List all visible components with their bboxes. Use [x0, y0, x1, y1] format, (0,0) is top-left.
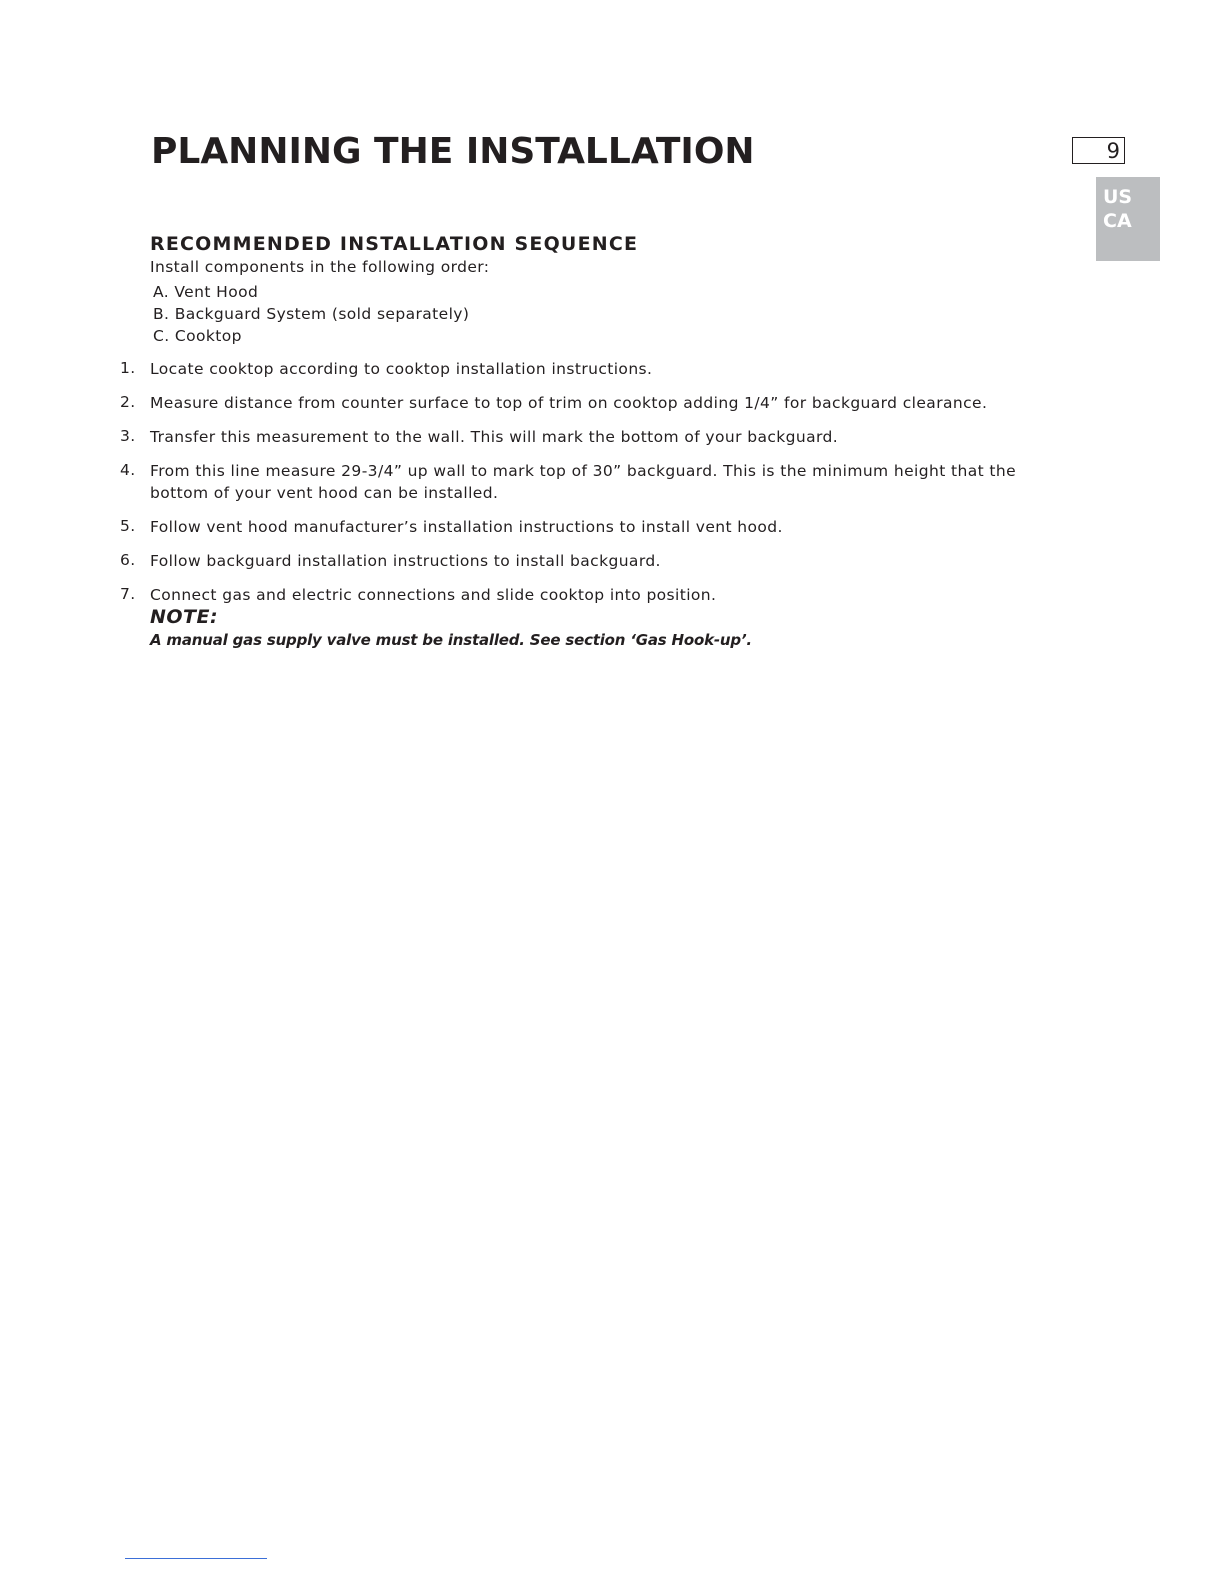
step-number: 5. [120, 517, 136, 535]
step-number: 3. [120, 427, 136, 445]
step-item [120, 516, 1020, 538]
step-item [120, 426, 1020, 448]
step-number: 6. [120, 551, 136, 569]
step-item [120, 584, 1020, 606]
order-item-vent-hood: A. Vent Hood [153, 283, 259, 301]
step-item [120, 392, 1020, 414]
order-item-cooktop: C. Cooktop [153, 327, 242, 345]
step-text: Follow backguard installation instructions to install backguard. [150, 552, 661, 570]
installation-steps [120, 358, 1020, 618]
step-number: 7. [120, 585, 136, 603]
step-text: From this line measure 29-3/4” up wall to mark top of 30” backguard. This is the minimum height that the bottom of your vent hood can be installed. [150, 462, 1017, 502]
page-title: PLANNING THE INSTALLATION [151, 131, 755, 172]
page-number-box [1072, 137, 1125, 164]
step-text: Measure distance from counter surface to top of trim on cooktop adding 1/4” for backguard clearance. [150, 394, 988, 412]
note-label: NOTE: [150, 606, 219, 628]
intro-text: Install components in the following order: [150, 258, 490, 276]
step-text: Locate cooktop according to cooktop installation instructions. [150, 360, 653, 378]
step-number: 4. [120, 461, 136, 479]
step-item [120, 550, 1020, 572]
section-heading: RECOMMENDED INSTALLATION SEQUENCE [150, 233, 639, 255]
step-text: Connect gas and electric connections and slide cooktop into position. [150, 586, 717, 604]
footer-divider [125, 1558, 267, 1559]
page-number: 9 [1106, 139, 1120, 163]
step-text: Transfer this measurement to the wall. This will mark the bottom of your backguard. [150, 428, 839, 446]
note-text: A manual gas supply valve must be installed. See section ‘Gas Hook-up’. [150, 631, 752, 649]
step-item [120, 460, 1020, 504]
step-text: Follow vent hood manufacturer’s installation instructions to install vent hood. [150, 518, 783, 536]
order-item-backguard: B. Backguard System (sold separately) [153, 305, 470, 323]
region-tab [1096, 177, 1160, 261]
region-code-us: US [1103, 186, 1133, 208]
step-item [120, 358, 1020, 380]
region-code-ca: CA [1103, 210, 1132, 232]
step-number: 2. [120, 393, 136, 411]
component-order-list [153, 282, 469, 348]
step-number: 1. [120, 359, 136, 377]
